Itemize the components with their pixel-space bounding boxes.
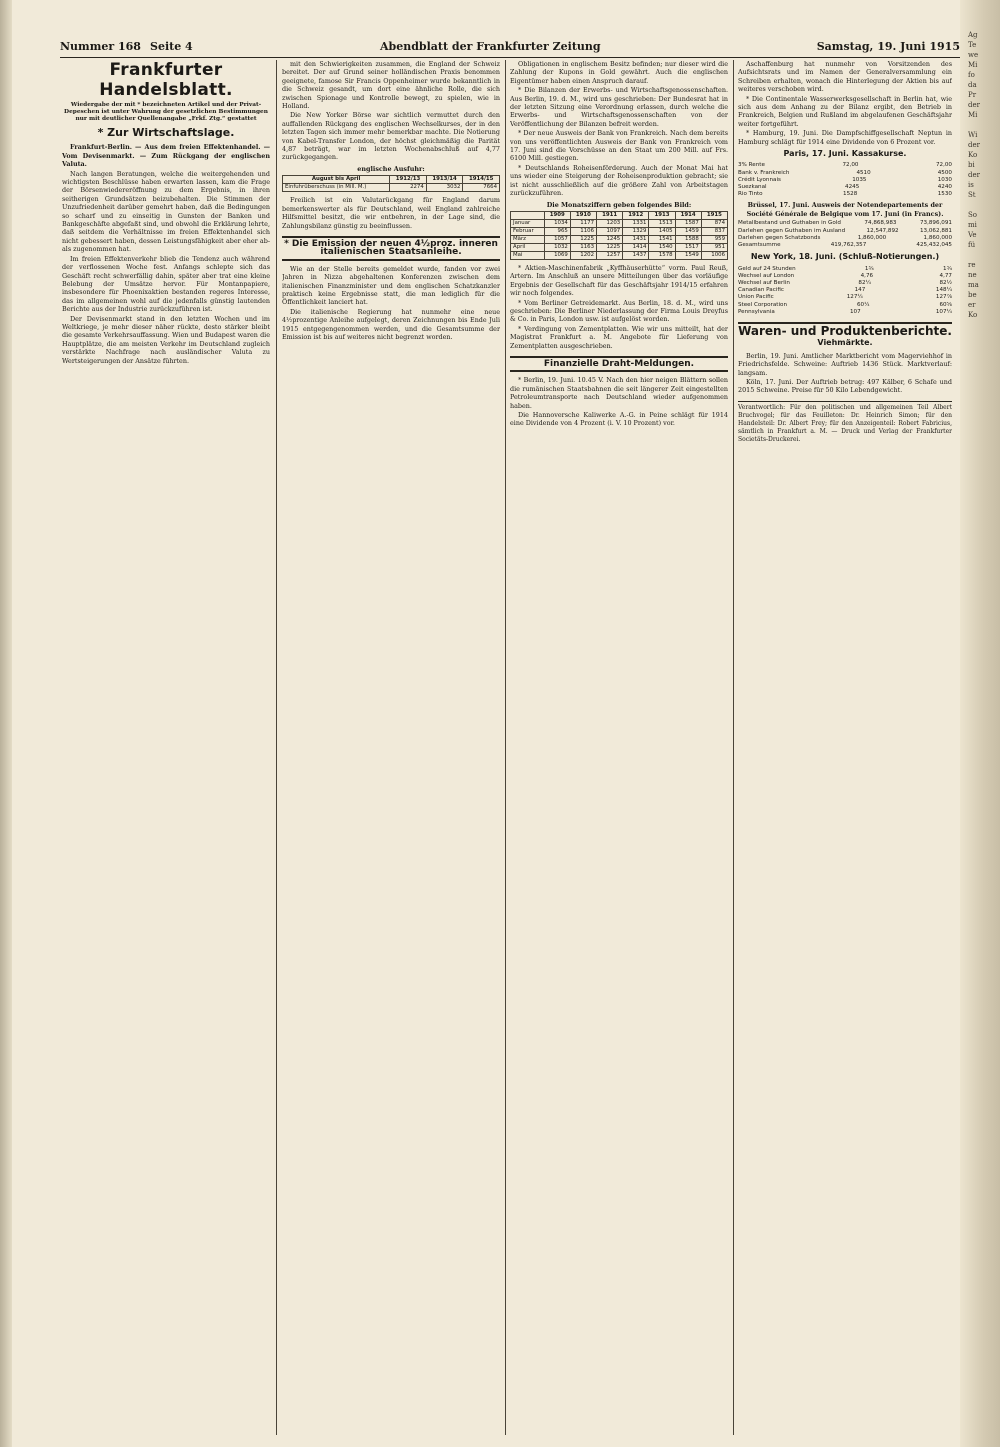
table-cell: 1549 — [675, 251, 701, 259]
article-paragraph: Wie an der Stelle bereits gemeldet wurde, fanden vor zwei Jahren in Nizza abgehaltenen Konferenzen zwischen dem italienischen Finanzminister und dem englischen Schatzkanzler praktisch keine Ergebnisse statt, die man lediglich für die Öffentlichkeit lanciert hat. — [282, 264, 500, 307]
market-cell: 107 — [849, 308, 861, 315]
article-paragraph: Köln, 17. Juni. Der Auftrieb betrug: 497 Kälber, 6 Schafe und 2015 Schweine. Preise für 50 Kilo Lebendgewicht. — [738, 377, 952, 395]
market-cell: Steel Corporation — [738, 301, 788, 308]
market-cell: Wechsel auf Berlin — [738, 279, 790, 286]
table-row — [511, 235, 728, 243]
table-cell: 951 — [701, 243, 727, 251]
article-paragraph: mit den Schwierigkeiten zusammen, die England der Schweiz bereitet. Der auf Grund seiner holländischen Praxis benommen geeignete, famose Sir Francis Oppenheimer wurde bekanntlich in die Schweiz gesandt, um dort eine ähnliche Rolle, die sich zwischen Spionage und Kontrolle bewegt, zu spielen, wie in Holland. — [282, 60, 500, 111]
table-cell: 1203 — [597, 219, 623, 227]
column-divider — [505, 60, 506, 1435]
market-row — [738, 266, 952, 273]
table-header: 1913 — [649, 211, 675, 219]
table-header: 1909 — [544, 211, 570, 219]
market-row — [738, 242, 952, 249]
table-cell: 1587 — [675, 219, 701, 227]
table-header: 1910 — [570, 211, 596, 219]
market-cell: Geld auf 24 Stunden — [738, 265, 796, 272]
wire-reports-heading: Finanzielle Draht-Meldungen. — [510, 356, 728, 372]
table-cell: 1588 — [675, 235, 701, 243]
article-paragraph: * Berlin, 19. Juni. 10.45 V. Nach den hier neigen Blättern sollen die rumänischen Staatsbahnen die seit längerer Zeit eingestellten Petroleumtransporte nach Deutschland wieder aufgenommen haben. — [510, 376, 728, 410]
market-cell: 1,860,000 — [923, 234, 952, 241]
table-cell: 1540 — [649, 243, 675, 251]
table-header: 1914/15 — [463, 176, 500, 184]
table-cell: 1329 — [623, 227, 649, 235]
article-paragraph: * Hamburg, 19. Juni. Die Dampfschiffgesellschaft Neptun in Hamburg schlägt für 1914 eine Dividende von 6 Prozent vor. — [738, 129, 952, 146]
table-cell: 3032 — [426, 184, 463, 192]
market-cell: 419,762,357 — [830, 241, 867, 248]
commodity-reports-heading: Waren- und Produktenberichte. — [738, 323, 952, 338]
table-cell: 1225 — [597, 243, 623, 251]
article-paragraph: * Die Continentale Wasserwerksgesellschaft in Berlin hat, wie sich aus dem Anhang zu der Bilanz ergibt, den Betrieb in Frankreich, Belgien und Rußland im abgelaufenen Geschäftsjahr weiter fortgeführt. — [738, 94, 952, 128]
market-cell: 82¼ — [858, 279, 871, 286]
imprint-footer: Verantwortlich: Für den politischen und allgemeinen Teil Albert Bruchvogel; für das Feuilleton: Dr. Heinrich Simon; für den Handelsteil: Dr. Albert Frey; für den Anzeigenteil: Robert Fabricius, sämtlich in Frankfurt a. M. — Druck und Verlag der Frankfurter Societäts-Druckerei. — [738, 401, 952, 444]
market-row — [738, 309, 952, 316]
market-row — [738, 184, 952, 191]
market-cell: Darlehen gegen Schatzbonds — [738, 234, 821, 241]
market-cell: 13,062,881 — [919, 227, 952, 234]
table-row — [511, 219, 728, 227]
article-heading: * Die Emission der neuen 4½proz. inneren italienischen Staatsanleihe. — [282, 236, 500, 261]
article-paragraph: Der Devisenmarkt stand in den letzten Wochen und im Weltkriege, je mehr dieser näher rückte, desto stärker bleibt die gesamte Verkehrsauffassung. Wien und Budapest waren die Hauptplätze, die am meisten Verkehr im Deutschland zugleich verstärkte Nachfrage nach ausländischer Valuta zu Wertsteigerungen der Ansätze führten. — [62, 314, 270, 365]
table-header: 1911 — [597, 211, 623, 219]
market-cell: 82½ — [939, 279, 952, 286]
article-paragraph: Aschaffenburg hat nunmehr von Vorsitzenden des Aufsichtsrats und im Namen der Generalversammlung ein Schreiben erhalten, wonach die Hinterlegung der Aktien bis auf weiteres verschoben wird. — [738, 60, 952, 94]
market-cell: 4,76 — [860, 272, 874, 279]
column-1 — [62, 60, 270, 1435]
article-paragraph: * Deutschlands Roheisenförderung. Auch der Monat Mai hat uns wieder eine Steigerung der Roheisenproduktion gebracht; sie ist nicht ausschließlich auf die größere Zahl von Arbeitstagen zurückzuführen. — [510, 163, 728, 198]
table-cell: 1106 — [570, 227, 596, 235]
market-cell: 147 — [854, 287, 866, 294]
market-cell: 148¼ — [935, 287, 952, 294]
market-cell: 4,77 — [939, 272, 952, 279]
table-cell: Februar — [511, 227, 545, 235]
table-cell: 1202 — [570, 251, 596, 259]
new-york-quotes — [738, 266, 952, 316]
market-cell: 73,896,091 — [919, 220, 952, 227]
table-header: August bis April — [283, 176, 390, 184]
table-cell: 874 — [701, 219, 727, 227]
market-cell: 1¾ — [864, 265, 874, 272]
table-row — [283, 184, 500, 192]
pig-iron-production-table — [510, 211, 728, 260]
market-cell: Wechsel auf London — [738, 272, 795, 279]
article-paragraph: * Vom Berliner Getreidemarkt. Aus Berlin, 18. d. M., wird uns geschrieben: Die Berliner Niederlassung der Firma Louis Dreyfus & Co. in Paris, London usw. ist aufgelöst worden. — [510, 298, 728, 324]
market-row — [738, 287, 952, 294]
import-surplus-table — [282, 175, 500, 192]
table-cell: 1177 — [570, 219, 596, 227]
table-cell: 965 — [544, 227, 570, 235]
market-cell: 3% Rente — [738, 162, 765, 169]
article-paragraph: Obligationen in englischem Besitz befinden; nur dieser wird die Zahlung der Kupons in Gold gewährt. Auch die englischen Eigentümer haben einen Anspruch darauf. — [510, 60, 728, 85]
article-paragraph: * Verdingung von Zementplatten. Wie wir uns mitteilt, hat der Magistrat Frankfurt a. M. Angebote für Lieferung von Zementplatten ausgeschrieben. — [510, 324, 728, 350]
header-rule — [60, 57, 960, 58]
table-header — [511, 211, 545, 219]
market-cell: 1528 — [843, 191, 858, 198]
market-cell: 12,547,892 — [866, 227, 899, 234]
table-cell: 1006 — [701, 251, 727, 259]
market-cell: 107¼ — [935, 308, 952, 315]
table-cell: 1513 — [649, 219, 675, 227]
table-header: 1912/13 — [390, 176, 427, 184]
article-paragraph: Die Hannoversche Kaliwerke A.-G. in Peine schlägt für 1914 eine Dividende von 4 Prozent (i. V. 10 Prozent) vor. — [510, 411, 728, 428]
market-cell: 72,00 — [842, 162, 859, 169]
table-cell: April — [511, 243, 545, 251]
table-cell: 1069 — [544, 251, 570, 259]
table-cell: 1578 — [649, 251, 675, 259]
table-header: 1912 — [623, 211, 649, 219]
section-heading: * Zur Wirtschaftslage. — [97, 126, 235, 139]
issue-number: Nummer 168 — [60, 40, 141, 53]
market-heading: New York, 18. Juni. (Schluß-Notierungen.) — [750, 252, 940, 262]
market-row — [738, 191, 952, 198]
newspaper-title: Abendblatt der Frankfurter Zeitung — [380, 40, 601, 53]
table-cell: 2274 — [390, 184, 427, 192]
market-cell: Canadian Pacific — [738, 287, 784, 294]
market-row — [738, 273, 952, 280]
market-row — [738, 235, 952, 242]
table-cell: 1414 — [623, 243, 649, 251]
market-heading: Paris, 17. Juni. Kassakurse. — [783, 149, 907, 159]
market-cell: 127⅞ — [935, 294, 952, 301]
table-cell: Januar — [511, 219, 545, 227]
page-header — [60, 40, 960, 56]
market-cell: Metallbestand und Guthaben in Gold — [738, 220, 841, 227]
market-cell: 74,868,983 — [864, 220, 897, 227]
article-paragraph: Berlin, 19. Juni. Amtlicher Marktbericht vom Magerviehhof in Friedrichsfelde. Schweine: Auftrieb 1436 Stück. Marktverlauf: langsam. — [738, 351, 952, 377]
table-cell: Einfuhrüberschuss (in Mill. M.) — [283, 184, 390, 192]
table-header: 1915 — [701, 211, 727, 219]
table-cell: 1405 — [649, 227, 675, 235]
market-cell: 1530 — [937, 191, 952, 198]
table-header: 1914 — [675, 211, 701, 219]
column-3 — [510, 60, 728, 1435]
masthead-title: Frankfurter Handelsblatt. — [99, 60, 233, 100]
market-row — [738, 228, 952, 235]
column-divider — [276, 60, 277, 1435]
cattle-markets-heading: Viehmärkte. — [817, 338, 873, 348]
column-2 — [282, 60, 500, 1435]
table-cell: 1163 — [570, 243, 596, 251]
market-cell: 1¾ — [943, 265, 952, 272]
table-cell: 1459 — [675, 227, 701, 235]
table-cell: 1034 — [544, 219, 570, 227]
article-lead: Frankfurt-Berlin. — Aus dem freien Effektenhandel. — Vom Devisenmarkt. — Zum Rückgang der englischen Valuta. — [62, 143, 270, 169]
article-paragraph: * Der neue Ausweis der Bank von Frankreich. Nach dem bereits von uns veröffentlichten Ausweis der Bank von Frankreich vom 17. Juni sind die Vorschüsse an den Staat um 200 Mill. auf Frs. 6100 Mill. gestiegen. — [510, 129, 728, 163]
column-divider — [733, 60, 734, 1435]
table-cell: März — [511, 235, 545, 243]
market-cell: 425,432,045 — [916, 241, 952, 248]
table-cell: 1431 — [623, 235, 649, 243]
adjacent-page-fragment: Ag Te we Mi fo da Pr der Mi Wi der Ko bi der is St So mi Ve fü re ne ma be er Ko — [968, 31, 980, 319]
table-cell: 837 — [701, 227, 727, 235]
market-cell: 1035 — [852, 176, 867, 183]
paris-quotes — [738, 162, 952, 198]
market-cell: 60¼ — [856, 301, 870, 308]
market-cell: 4510 — [856, 169, 871, 176]
market-cell: 127¼ — [846, 294, 863, 301]
article-paragraph: Im freien Effektenverkehr blieb die Tendenz auch während der verflossenen Woche fest. Anfangs schlepte sich das Geschäft recht schwerfällig dahin, später aber trat eine kleine Belebung der Umsätze hervor. Für Montanpapiere, insbesondere für Phoenixaktien bestanden regeres Interesse, das im allgemeinen wohl auf die jedenfalls günstig lautenden Berichte aus der Industrie zurückzuführen ist. — [62, 254, 270, 314]
market-cell: Suezkanal — [738, 184, 767, 191]
article-paragraph: Die italienische Regierung hat nunmehr eine neue 4½prozentige Anleihe aufgelegt, deren Zeichnungen bis Ende Juli 1915 entgegengenommen werden, und die Gesamtsumme der Emission ist bis auf weiteres nicht begrenzt worden. — [282, 307, 500, 341]
table-cell: 1057 — [544, 235, 570, 243]
market-cell: Bank v. Frankreich — [738, 169, 790, 176]
left-page-edge — [0, 0, 12, 1447]
table-cell: 1097 — [597, 227, 623, 235]
article-paragraph: * Aktien-Maschinenfabrik „Kyffhäuserhütte“ vorm. Paul Reuß, Artern. Im Anschluß an unsere Mitteilungen über das vorläufige Ergebnis der Gesellschaft für das Geschäftsjahr 1914/15 erfahren wir noch folgendes. — [510, 263, 728, 298]
right-page-edge — [960, 0, 1000, 1447]
market-cell: 4245 — [845, 184, 860, 191]
market-row — [738, 177, 952, 184]
table-cell: 1225 — [570, 235, 596, 243]
table-cell: 7664 — [463, 184, 500, 192]
market-cell: Rio Tinto — [738, 191, 763, 198]
market-row — [738, 302, 952, 309]
article-paragraph: * Die Bilanzen der Erwerbs- und Wirtschaftsgenossenschaften. Aus Berlin, 19. d. M., wird uns geschrieben: Der Bundesrat hat in der letzten Sitzung eine Verordnung erlassen, durch welche die Erwerbs- und Wirtschaftsgenossenschaften von der Veröffentlichung der Bilanzen befreit werden. — [510, 86, 728, 128]
masthead-note: Wiedergabe der mit * bezeichneten Artikel und der Privat-Depeschen ist unter Wahrung der gesetzlichen Bestimmungen nur mit deutlicher Quellenangabe „Frkf. Ztg.“ gestattet — [64, 102, 268, 122]
market-cell: 60⅝ — [939, 301, 952, 308]
table-cell: Mai — [511, 251, 545, 259]
table-header: 1913/14 — [426, 176, 463, 184]
market-row — [738, 280, 952, 287]
market-row — [738, 294, 952, 301]
table-cell: 1541 — [649, 235, 675, 243]
table-cell: 1257 — [597, 251, 623, 259]
market-cell: 4500 — [937, 169, 952, 176]
table-row — [511, 243, 728, 251]
table-cell: 1245 — [597, 235, 623, 243]
market-cell: 1030 — [937, 176, 952, 183]
table-cell: 959 — [701, 235, 727, 243]
table-cell: 1437 — [623, 251, 649, 259]
market-cell: Pennsylvania — [738, 308, 775, 315]
article-paragraph: Freilich ist ein Valutarückgang für England darum bemerkenswerter als für Deutschland, weil England zahlreiche Hilfsmittel besitzt, die wir entbehren, in der Lage sind, die Zahlungsbilanz günstig zu beeinflussen. — [282, 196, 500, 230]
market-cell: Gesamtsumme — [738, 241, 781, 248]
market-cell: 72,00 — [935, 162, 952, 169]
table-cell: 1032 — [544, 243, 570, 251]
market-row — [738, 220, 952, 227]
market-row — [738, 170, 952, 177]
table-row — [511, 227, 728, 235]
market-cell: Darlehen gegen Guthaben im Ausland — [738, 227, 846, 234]
market-cell: 1,860,000 — [857, 234, 887, 241]
market-heading: Brüssel, 17. Juni. Ausweis der Notendepartements der Société Générale de Belgique vom 17. Juni (in Francs). — [746, 201, 944, 218]
table-caption: Die Monatsziffern geben folgendes Bild: — [546, 200, 692, 209]
brussels-statement — [738, 220, 952, 249]
market-cell: Crédit Lyonnais — [738, 176, 781, 183]
column-4 — [738, 60, 952, 1435]
market-cell: Union Pacific — [738, 294, 774, 301]
issue-date: Samstag, 19. Juni 1915 — [816, 40, 960, 53]
market-cell: 4240 — [937, 184, 952, 191]
table-row — [511, 251, 728, 259]
article-paragraph: Die New Yorker Börse war sichtlich vermuttet durch den auffallenden Rückgang des englischen Wechselkurses, der in den letzten Tagen sich immer mehr bemerkbar machte. Die Notierung von Kabel-Transfer London, der höchst gleichmäßig die Parität 4,87 beträgt, war im letzten Wochenabschluß auf 4,77 zurückgegangen. — [282, 111, 500, 162]
table-cell: 1331 — [623, 219, 649, 227]
table-cell: 1517 — [675, 243, 701, 251]
page-number: Seite 4 — [150, 40, 193, 53]
table-caption: englische Ausfuhr: — [357, 164, 425, 173]
market-row — [738, 162, 952, 169]
article-paragraph: Nach langen Beratungen, welche die weitergehenden und wichtigsten Beschlüsse haben erwarten lassen, kam die Frage der Börsenwiedereröffnung zu dem Ergebnis, in ihren seitherigen Grundsätzen beizubehalten. Die Stimmen der Unzufriedenheit darüber gemehrt haben, daß die Bedingungen so scharf und zu einseitig in Gunsten der Banken und Bankgeschäfte abgefaßt sind, und obwohl die Erklärung lehrte, daß seitdem die Verhältnisse im freien Effektenhandel sich nicht gebessert haben, dessen Leistungsfähigkeit aber eher ab- als zugenommen hat. — [62, 169, 270, 254]
